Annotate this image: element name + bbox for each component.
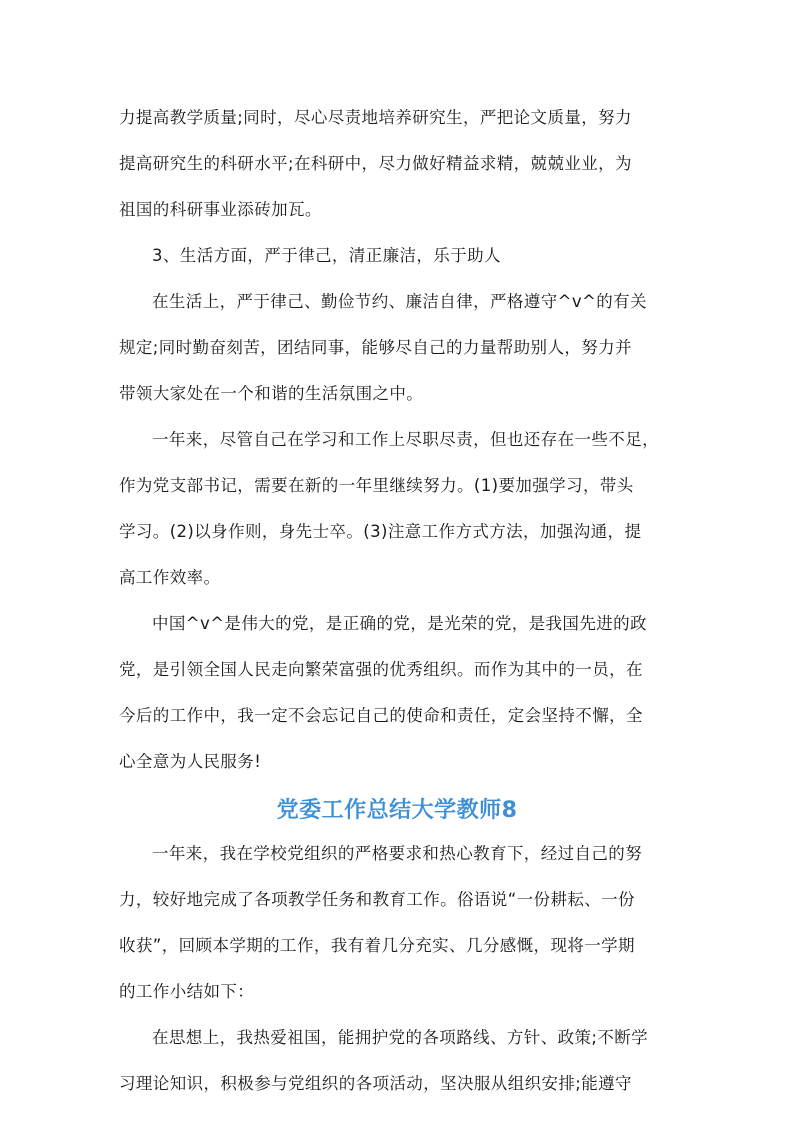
text-line: 祖国的科研事业添砖加瓦。 <box>119 200 322 219</box>
text-line: 力提高教学质量;同时，尽心尽责地培养研究生，严把论文质量，努力 <box>119 108 632 127</box>
section-heading: 党委工作总结大学教师8 <box>276 798 518 823</box>
paragraph-life-aspect-heading <box>119 233 675 279</box>
text-line: 规定;同时勤奋刻苦，团结同事，能够尽自己的力量帮助别人，努力并 <box>119 338 632 357</box>
paragraph-ideology <box>119 1015 675 1107</box>
text-line: 高工作效率。 <box>119 568 221 587</box>
text-line: 今后的工作中，我一定不会忘记自己的使命和责任，定会坚持不懈，全 <box>119 706 643 725</box>
text-line: 作为党支部书记，需要在新的一年里继续努力。(1)要加强学习，带头 <box>119 476 634 495</box>
paragraph-life-aspect <box>119 279 675 417</box>
text-line: 在思想上，我热爱祖国，能拥护党的各项路线、方针、政策;不断学 <box>152 1028 649 1047</box>
text-line: 一年来，尽管自己在学习和工作上尽职尽责，但也还存在一些不足， <box>152 430 659 449</box>
text-line: 力，较好地完成了各项教学任务和教育工作。俗语说“一份耕耘、一份 <box>119 890 635 909</box>
text-line: 心全意为人民服务! <box>119 752 262 771</box>
document-page <box>119 95 675 1107</box>
text-line: 党，是引领全国人民走向繁荣富强的优秀组织。而作为其中的一员，在 <box>119 660 643 679</box>
text-line: 习理论知识，积极参与党组织的各项活动，坚决服从组织安排;能遵守 <box>119 1074 632 1093</box>
text-line: 中国^v^是伟大的党，是正确的党，是光荣的党，是我国先进的政 <box>152 614 647 633</box>
paragraph-year-review <box>119 831 675 1015</box>
text-line: 在生活上，严于律己、勤俭节约、廉洁自律，严格遵守^v^的有关 <box>152 292 647 311</box>
text-line: 3、生活方面，严于律己，清正廉洁，乐于助人 <box>152 246 501 265</box>
text-line: 收获”，回顾本学期的工作，我有着几分充实、几分感慨，现将一学期 <box>119 936 635 955</box>
text-line: 带领大家处在一个和谐的生活氛围之中。 <box>119 384 424 403</box>
paragraph-shortcomings <box>119 417 675 601</box>
paragraph-teaching-quality <box>119 95 675 233</box>
text-line: 的工作小结如下： <box>119 982 255 1001</box>
text-line: 学习。(2)以身作则，身先士卒。(3)注意工作方式方法，加强沟通，提 <box>119 522 642 541</box>
text-line: 一年来，我在学校党组织的严格要求和热心教育下，经过自己的努 <box>152 844 643 863</box>
paragraph-conclusion <box>119 601 675 785</box>
text-line: 提高研究生的科研水平;在科研中，尽力做好精益求精，兢兢业业，为 <box>119 154 632 173</box>
